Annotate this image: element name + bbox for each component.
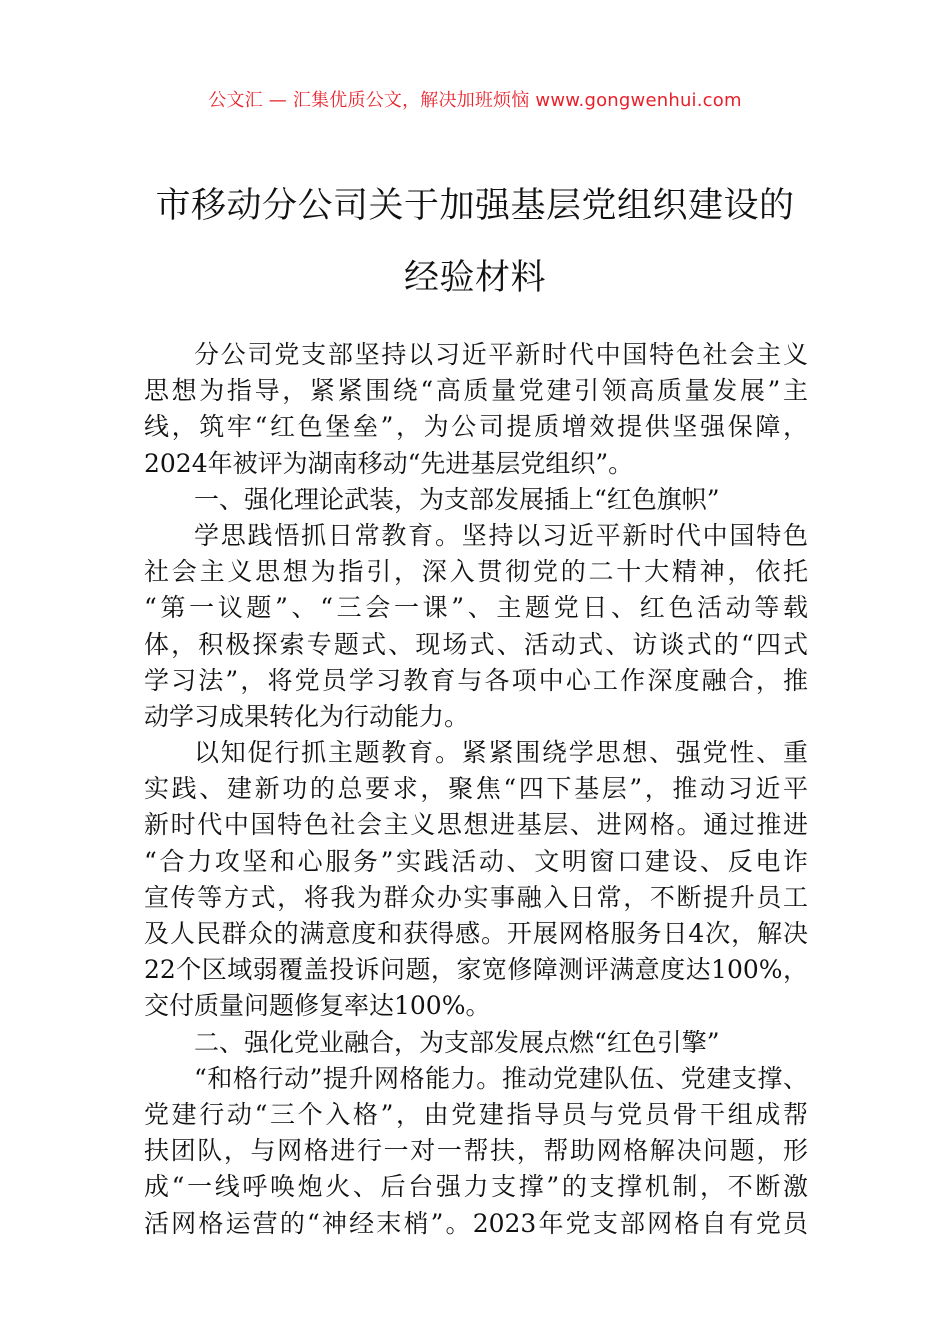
watermark-banner: 公文汇 — 汇集优质公文，解决加班烦恼 www.gongwenhui.com	[208, 90, 742, 111]
paragraph-line: 分公司党支部坚持以习近平新时代中国特色社会主义	[194, 340, 808, 369]
paragraph-line: 活网格运营的“神经末梢”。2023年党支部网格自有党员	[144, 1208, 808, 1238]
document-title-line-1: 市移动分公司关于加强基层党组织建设的	[155, 186, 795, 226]
paragraph-line: 思想为指导，紧紧围绕“高质量党建引领高质量发展”主	[144, 376, 808, 406]
paragraph-line: “和格行动”提升网格能力。推动党建队伍、党建支撑、	[194, 1063, 808, 1093]
paragraph-line: “合力攻坚和心服务”实践活动、文明窗口建设、反电诈	[144, 846, 808, 876]
paragraph-line: 宣传等方式，将我为群众办实事融入日常，不断提升员工	[144, 882, 808, 912]
paragraph-line: 2024年被评为湖南移动“先进基层党组织”。	[144, 448, 634, 478]
paragraph-line: “第一议题”、“三会一课”、主题党日、红色活动等载	[144, 593, 808, 623]
paragraph-line: 社会主义思想为指引，深入贯彻党的二十大精神，依托	[144, 557, 808, 587]
paragraph-line: 学习法”，将党员学习教育与各项中心工作深度融合，推	[144, 665, 808, 695]
paragraph-line: 交付质量问题修复率达100%。	[144, 991, 491, 1021]
paragraph-line: 22个区域弱覆盖投诉问题，家宽修障测评满意度达100%，	[144, 955, 808, 985]
paragraph-line: 体，积极探索专题式、现场式、活动式、访谈式的“四式	[144, 629, 808, 659]
paragraph-line: 实践、建新功的总要求，聚焦“四下基层”，推动习近平	[144, 774, 808, 804]
section-heading: 二、强化党业融合，为支部发展点燃“红色引擎”	[194, 1027, 720, 1057]
paragraph-line: 线，筑牢“红色堡垒”，为公司提质增效提供坚强保障，	[144, 412, 808, 442]
paragraph-line: 学思践悟抓日常教育。坚持以习近平新时代中国特色	[194, 520, 808, 550]
paragraph-line: 以知促行抓主题教育。紧紧围绕学思想、强党性、重	[194, 738, 808, 768]
section-heading: 一、强化理论武装，为支部发展插上“红色旗帜”	[194, 484, 720, 514]
paragraph-line: 动学习成果转化为行动能力。	[144, 701, 470, 731]
paragraph-line: 及人民群众的满意度和获得感。开展网格服务日4次，解决	[144, 919, 808, 948]
paragraph-line: 成“一线呼唤炮火、后台强力支撑”的支撑机制，不断激	[144, 1172, 808, 1202]
document-title-line-2: 经验材料	[403, 258, 546, 298]
paragraph-line: 新时代中国特色社会主义思想进基层、进网格。通过推进	[144, 810, 808, 840]
paragraph-line: 党建行动“三个入格”，由党建指导员与党员骨干组成帮	[144, 1099, 808, 1129]
paragraph-line: 扶团队，与网格进行一对一帮扶，帮助网格解决问题，形	[144, 1136, 808, 1166]
document-body	[144, 337, 808, 1242]
